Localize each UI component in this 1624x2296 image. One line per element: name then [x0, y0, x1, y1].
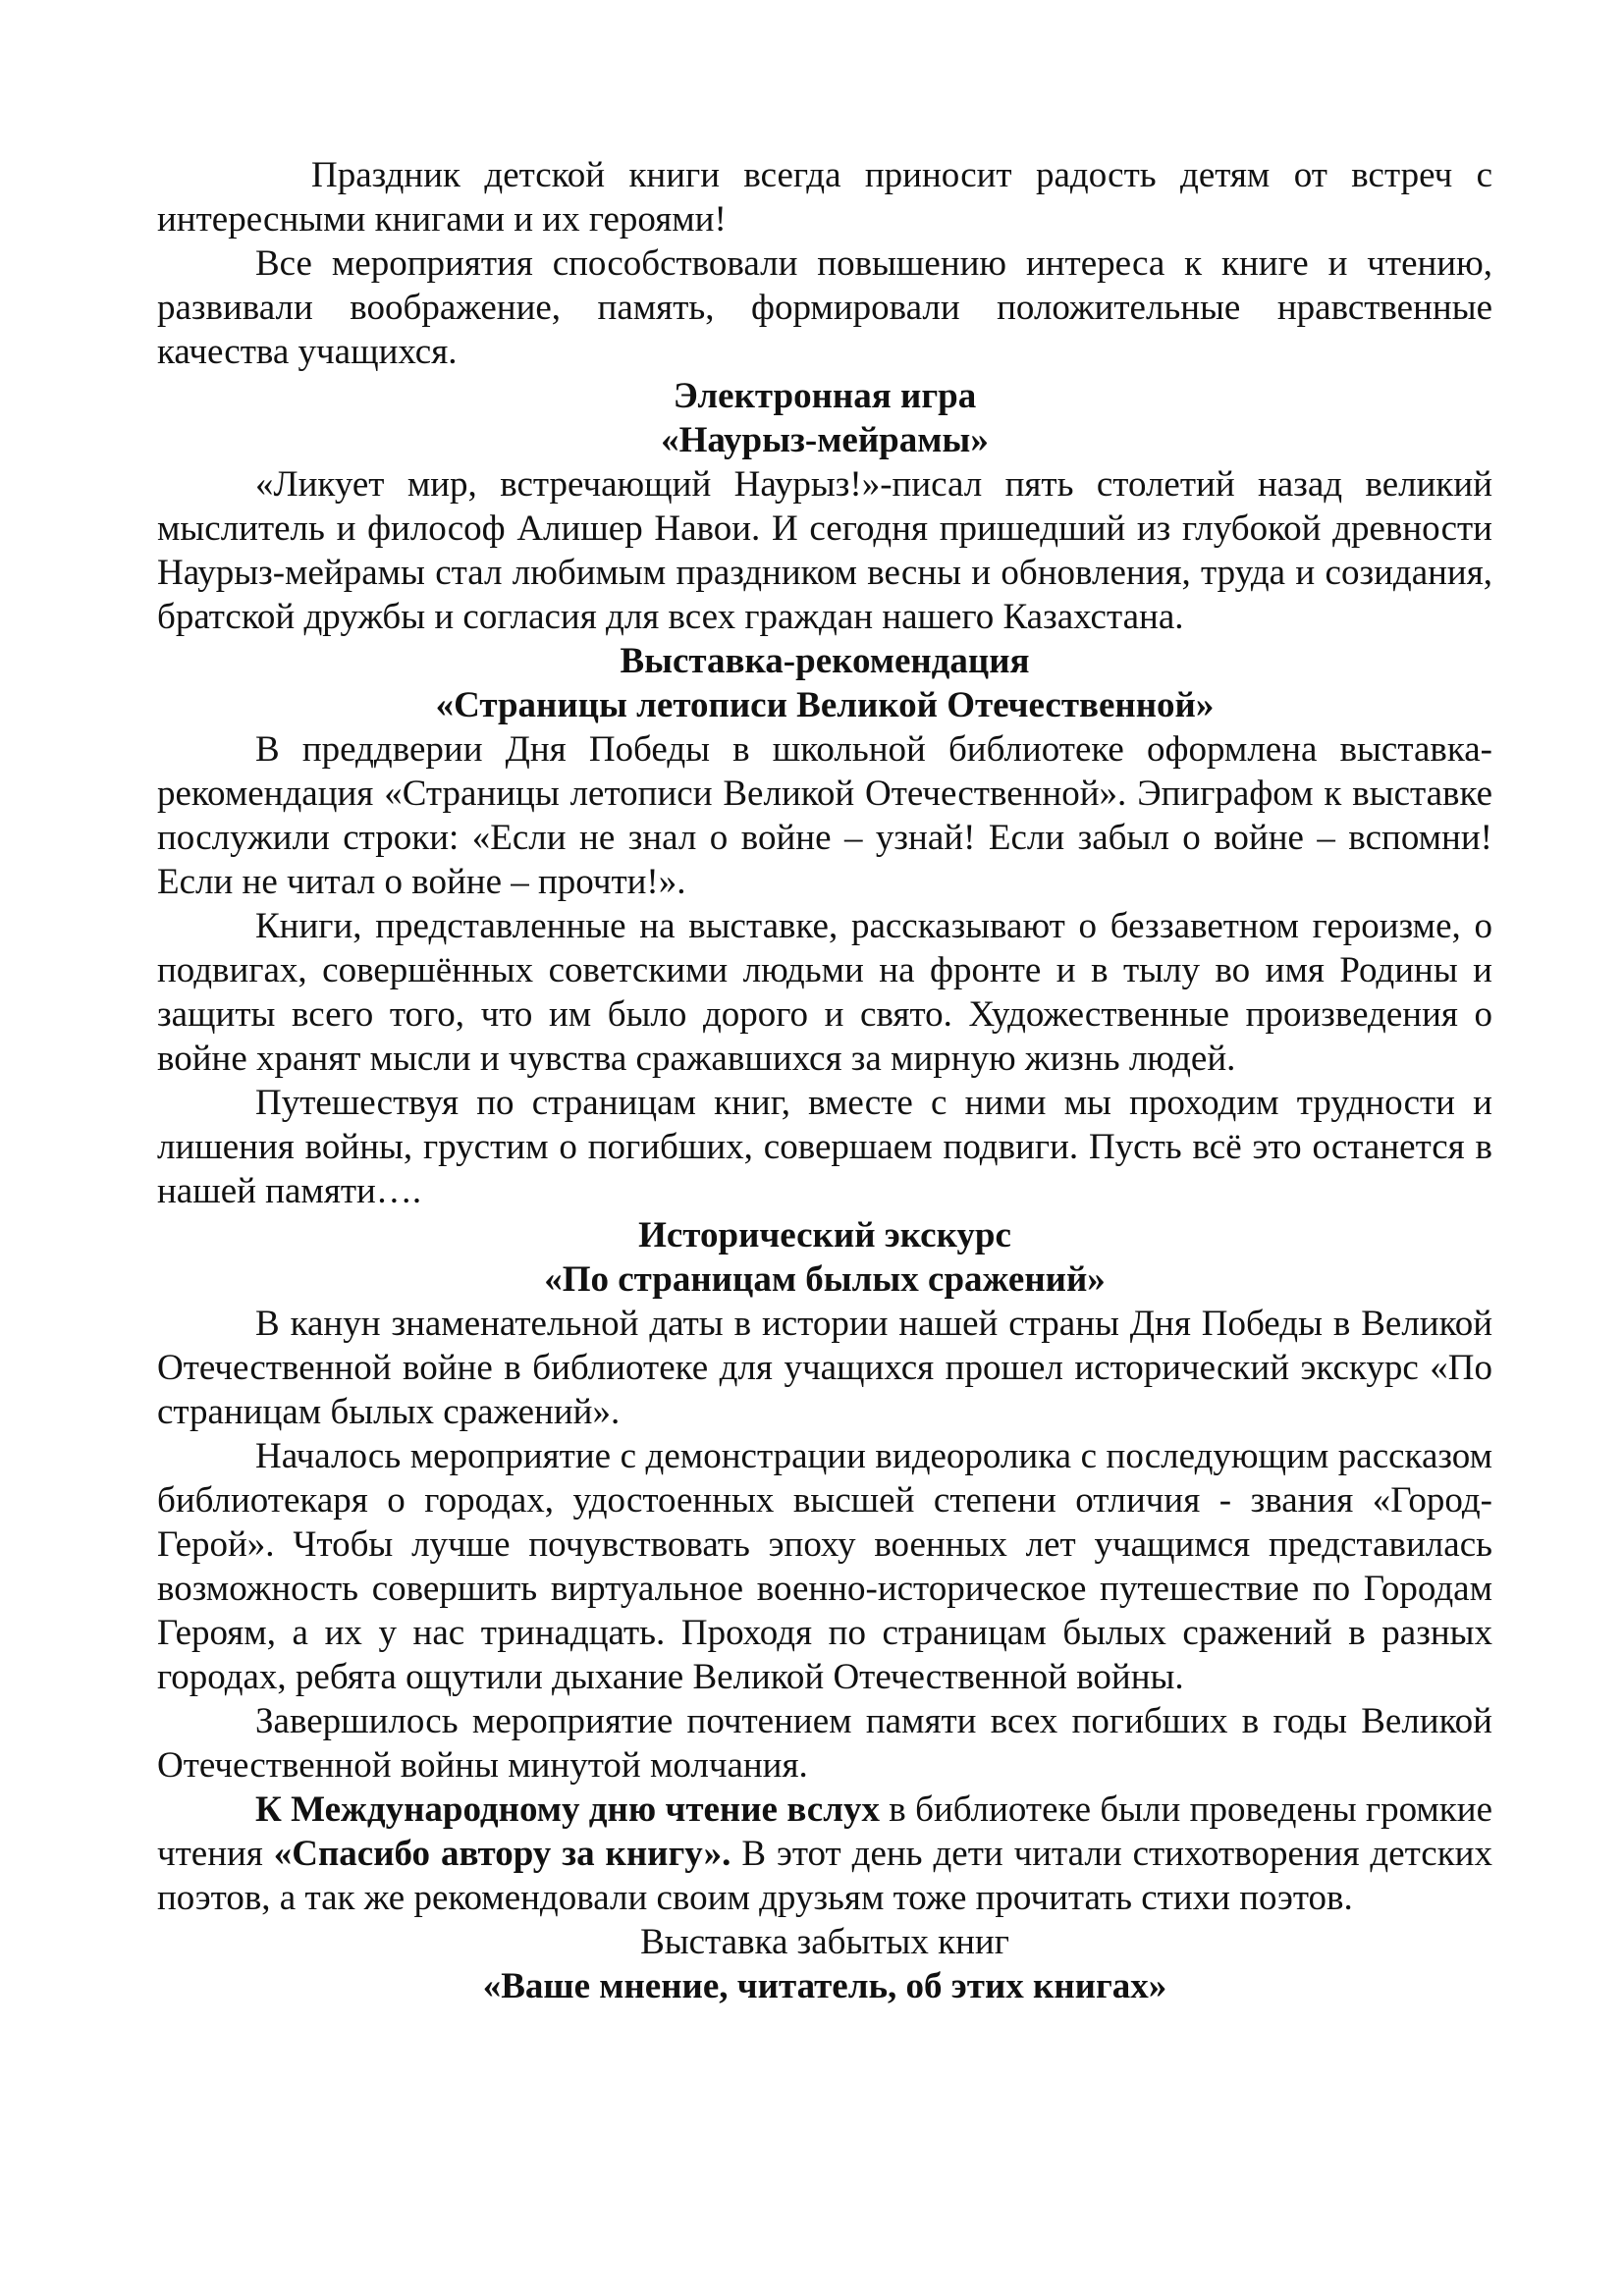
section-heading: Выставка забытых книг — [640, 1922, 1009, 1962]
section-heading-title: «Страницы летописи Великой Отечественной» — [435, 685, 1215, 725]
paragraph-text: В этот день дети читали стихотворения детских поэтов, а так же рекомендовали своим друзьям тоже прочитать стихи поэтов. — [157, 1834, 1492, 1918]
paragraph: В канун знаменательной даты в истории нашей страны Дня Победы в Великой Отечественной войне в библиотеке для учащихся прошел исторический экскурс «По страницам былых сражений». — [157, 1304, 1492, 1432]
reading-aloud-paragraph — [157, 1788, 1492, 1920]
section-heading-title: «Наурыз-мейрамы» — [661, 420, 989, 460]
section-heading-title: «Ваше мнение, читатель, об этих книгах» — [482, 1966, 1167, 2006]
paragraph: Праздник детской книги всегда приносит радость детям от встреч с интересными книгами и их героями! — [157, 155, 1492, 240]
paragraph: В преддверии Дня Победы в школьной библиотеке оформлена выставка-рекомендация «Страницы летописи Великой Отечественной». Эпиграфом к выставке послужили строки: «Если не знал о войне – узнай! Если забыл о войне – вспомни! Если не читал о войне – прочти!». — [157, 729, 1492, 902]
section-heading: Выставка-рекомендация — [620, 641, 1030, 681]
paragraph: Все мероприятия способствовали повышению интереса к книге и чтению, развивали воображение, память, формировали положительные нравственные качества учащихся. — [157, 243, 1492, 372]
paragraph: Книги, представленные на выставке, рассказывают о беззаветном героизме, о подвигах, совершённых советскими людьми на фронте и в тылу во имя Родины и защиты всего того, что им было дорого и свято. Художественные произведения о войне хранят мысли и чувства сражавшихся за мирную жизнь людей. — [157, 906, 1492, 1079]
paragraph: Завершилось мероприятие почтением памяти всех погибших в годы Великой Отечественной войны минутой молчания. — [157, 1701, 1492, 1786]
section-heading-title: «По страницам былых сражений» — [544, 1259, 1106, 1300]
paragraph-text: в библиотеке были проведены громкие чтения — [157, 1789, 1492, 1874]
paragraph: «Ликует мир, встречающий Наурыз!»-писал пять столетий назад великий мыслитель и философ Алишер Навои. И сегодня пришедший из глубокой древности Наурыз-мейрамы стал любимым праздником весны и обновления, труда и созидания, братской дружбы и согласия для всех граждан нашего Казахстана. — [157, 464, 1492, 637]
section-heading: Электронная игра — [673, 376, 977, 416]
bold-event-title: «Спасибо автору за книгу». — [273, 1834, 731, 1874]
paragraph: Началось мероприятие с демонстрации видеоролика с последующим рассказом библиотекаря о городах, удостоенных высшей степени отличия - звания «Город-Герой». Чтобы лучше почувствовать эпоху военных лет учащимся представилась возможность совершить виртуальное военно-историческое путешествие по Городам Героям, а их у нас тринадцать. Проходя по страницам былых сражений в разных городах, ребята ощутили дыхание Великой Отечественной войны. — [157, 1436, 1492, 1697]
paragraph: Путешествуя по страницам книг, вместе с ними мы проходим трудности и лишения войны, грустим о погибших, совершаем подвиги. Пусть всё это останется в нашей памяти…. — [157, 1083, 1492, 1211]
bold-lead-text: К Международному дню чтение вслух — [255, 1789, 880, 1830]
section-heading: Исторический экскурс — [638, 1215, 1011, 1255]
document-page — [157, 153, 1492, 2008]
